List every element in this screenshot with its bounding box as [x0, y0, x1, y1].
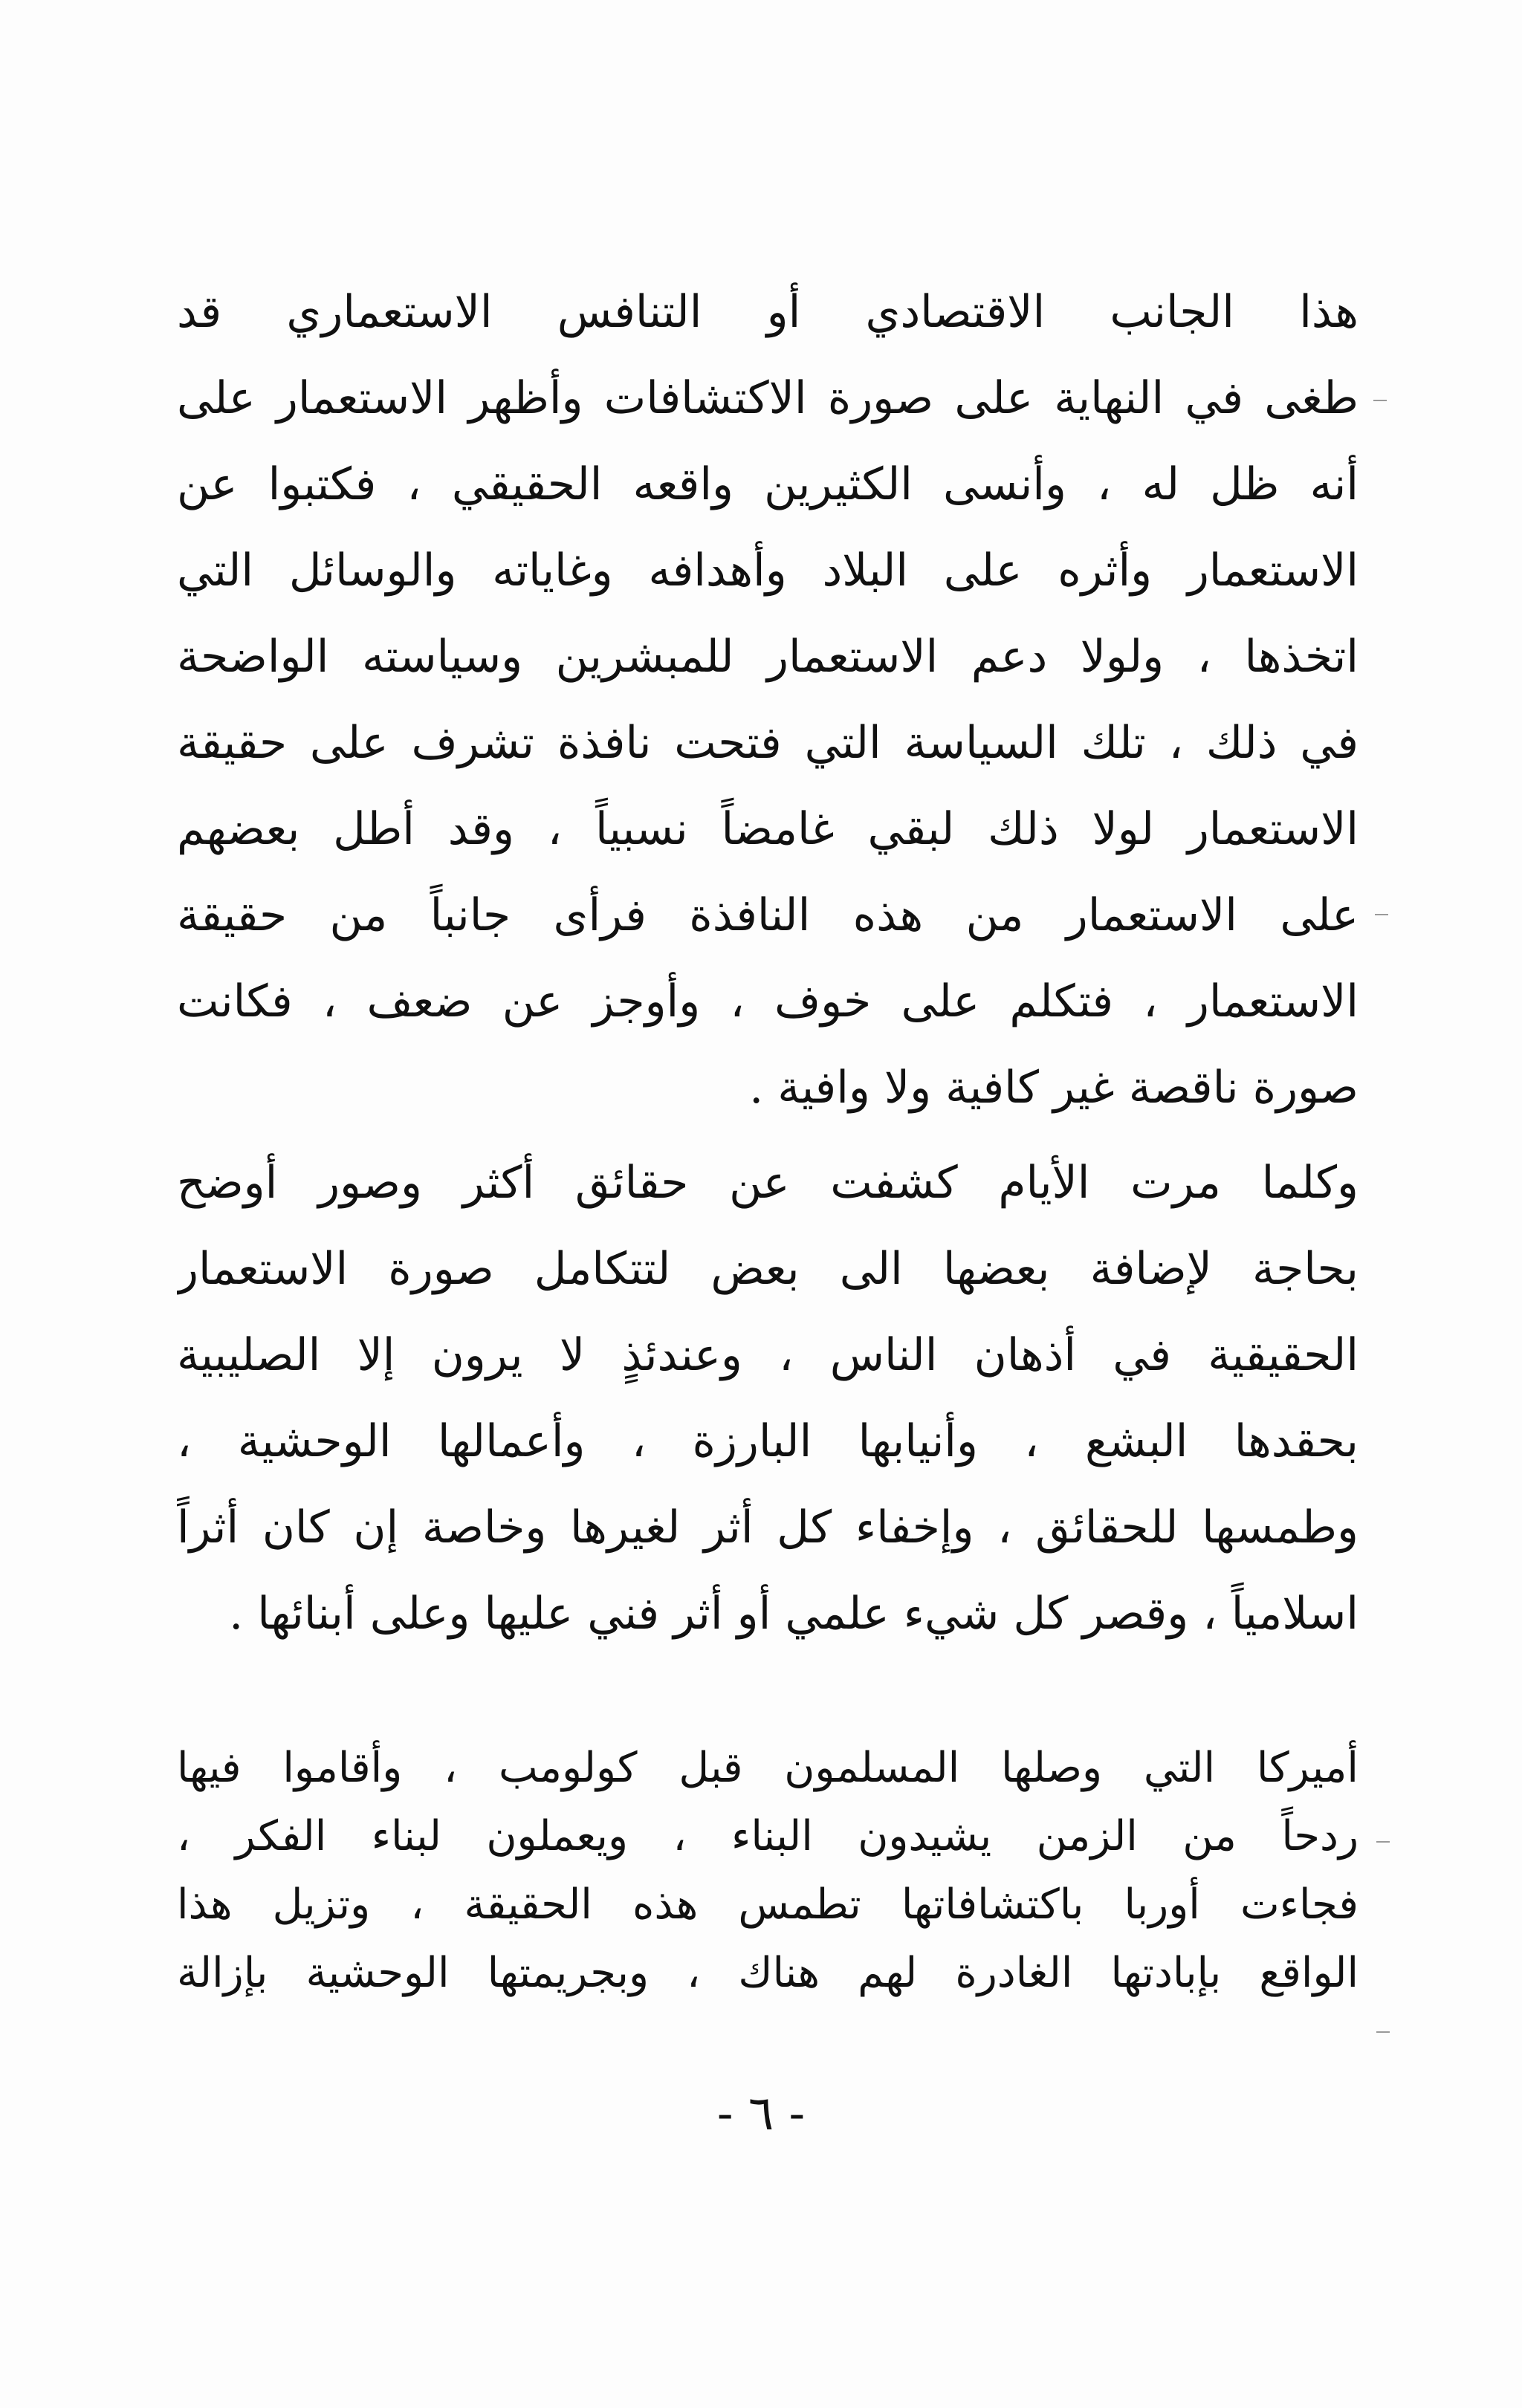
text-line: وكلما مرت الأيام كشفت عن حقائق أكثر وصور أوضح	[177, 1157, 1359, 1209]
text-line: اسلامياً ، وقصر كل شيء علمي أو أثر فني عليها وعلى أبنائها .	[229, 1588, 1359, 1640]
text-line: أميركا التي وصلها المسلمون قبل كولومب ، وأقاموا فيها	[177, 1744, 1359, 1792]
margin-mark	[1375, 914, 1388, 915]
text-line: في ذلك ، تلك السياسة التي فتحت نافذة تشرف على حقيقة	[177, 717, 1359, 769]
text-line: الاستعمار ، فتكلم على خوف ، وأوجز عن ضعف ، فكانت	[177, 976, 1359, 1028]
page-number: - ٦ -	[716, 2086, 806, 2141]
text-line: الحقيقية في أذهان الناس ، وعندئذٍ لا يرون إلا الصليبية	[177, 1329, 1359, 1381]
text-line: على الاستعمار من هذه النافذة فرأى جانباً من حقيقة	[177, 889, 1359, 941]
margin-mark	[1376, 2031, 1390, 2033]
text-line: ردحاً من الزمن يشيدون البناء ، ويعملون لبناء الفكر ،	[177, 1812, 1359, 1860]
text-line: بحاجة لإضافة بعضها الى بعض لتتكامل صورة الاستعمار	[177, 1243, 1359, 1295]
text-line: صورة ناقصة غير كافية ولا وافية .	[749, 1062, 1359, 1114]
text-line: فجاءت أوربا باكتشافاتها تطمس هذه الحقيقة ، وتزيل هذا	[177, 1880, 1359, 1929]
text-line: اتخذها ، ولولا دعم الاستعمار للمبشرين وسياسته الواضحة	[177, 631, 1359, 683]
paragraph-1	[177, 269, 1359, 1131]
text-line: وطمسها للحقائق ، وإخفاء كل أثر لغيرها وخاصة إن كان أثراً	[177, 1502, 1359, 1554]
text-line: طغى في النهاية على صورة الاكتشافات وأظهر الاستعمار على	[177, 372, 1359, 424]
text-line: الاستعمار لولا ذلك لبقي غامضاً نسبياً ، وقد أطل بعضهم	[177, 803, 1359, 855]
text-line: هذا الجانب الاقتصادي أو التنافس الاستعماري قد	[177, 286, 1359, 338]
text-line: الاستعمار وأثره على البلاد وأهدافه وغاياته والوسائل التي	[177, 545, 1359, 597]
text-line: بحقدها البشع ، وأنيابها البارزة ، وأعمالها الوحشية ،	[177, 1415, 1359, 1467]
margin-mark	[1376, 1841, 1390, 1843]
text-line: الواقع بإبادتها الغادرة لهم هناك ، وبجريمتها الوحشية بإزالة	[177, 1949, 1359, 1997]
paragraph-3	[177, 1734, 1359, 2008]
paragraph-2	[177, 1140, 1359, 1657]
text-line: أنه ظل له ، وأنسى الكثيرين واقعه الحقيقي ، فكتبوا عن	[177, 458, 1359, 510]
margin-mark	[1373, 400, 1387, 401]
